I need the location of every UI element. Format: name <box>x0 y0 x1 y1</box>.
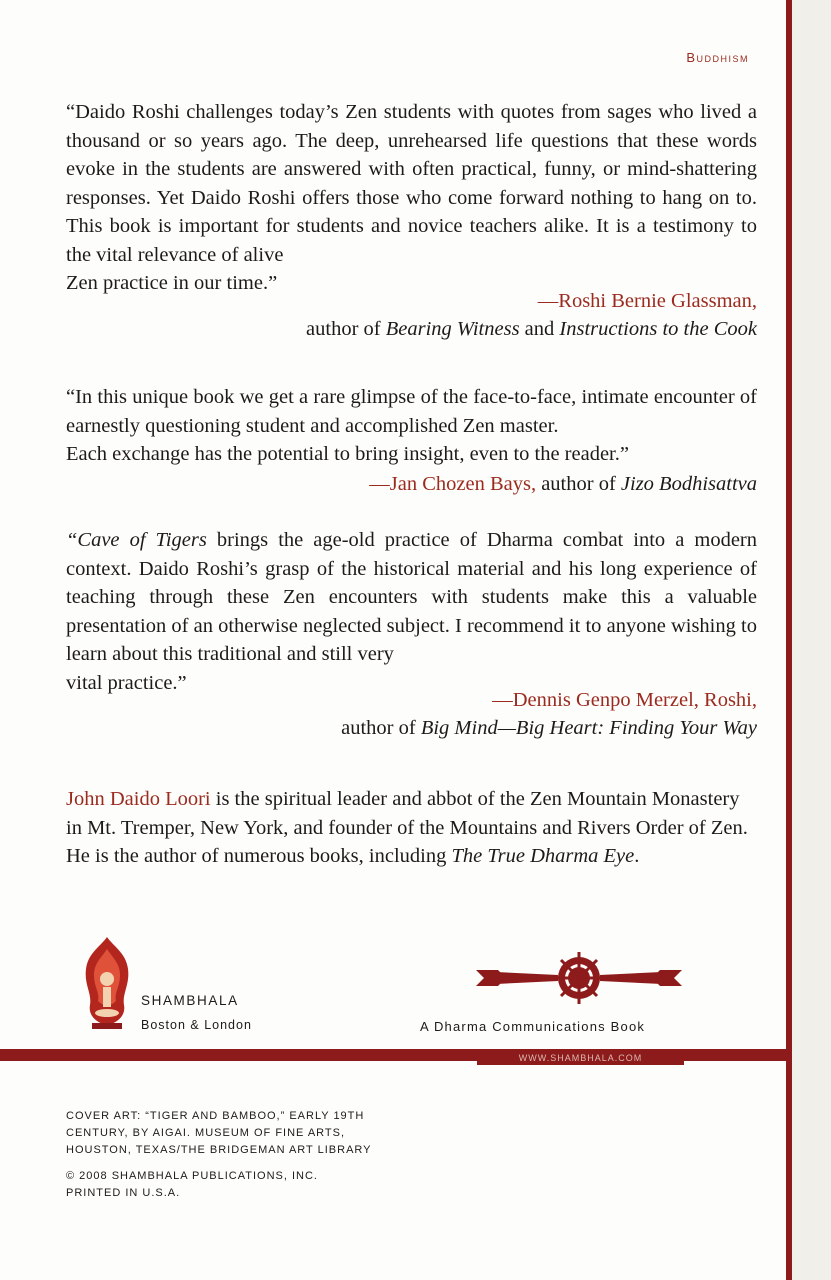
cover-art-line-3: HOUSTON, TEXAS/THE BRIDGEMAN ART LIBRARY <box>66 1144 372 1156</box>
quote-3-body <box>66 526 757 669</box>
cover-art-credit <box>66 1108 372 1159</box>
author-bio-end: . <box>634 845 640 867</box>
quote-3-title: “Cave of Tigers <box>66 529 207 551</box>
quote-2-text <box>66 383 757 469</box>
quote-3-author: —Dennis Genpo Merzel, Roshi, <box>492 689 757 711</box>
shambhala-logo-icon <box>80 935 134 1035</box>
quote-3-book: Big Mind—Big Heart: Finding Your Way <box>420 717 757 739</box>
quote-2-last-line: Each exchange has the potential to bring insight, even to the reader.” <box>66 443 629 465</box>
quote-3-text <box>66 526 757 697</box>
cover-art-line-1: COVER ART: “TIGER AND BAMBOO,” EARLY 19TH <box>66 1110 365 1122</box>
quote-2-credit-prefix: author of <box>536 473 621 495</box>
quote-1-body: “Daido Roshi challenges today’s Zen students with quotes from sages who lived a thousand or so years ago. The deep, unrehearsed life questions that these words evoke in the students are answered with often practical, funny, or mind-shattering responses. Yet Daido Roshi offers those who come forward nothing to hang on to. This book is important for students and novice teachers alike. It is a testimony to the vital relevance of alive <box>66 101 757 266</box>
quote-2-author: —Jan Chozen Bays, <box>369 473 537 495</box>
quote-1-credit <box>306 315 757 343</box>
spine-edge <box>792 0 831 1280</box>
category-label: Buddhism <box>686 50 749 65</box>
website-url: WWW.SHAMBHALA.COM <box>477 1049 684 1065</box>
author-bio <box>66 785 757 871</box>
dharma-wheel-icon <box>476 950 682 1006</box>
quote-3-credit <box>341 714 757 742</box>
cover-art-line-2: CENTURY, BY AIGAI. MUSEUM OF FINE ARTS, <box>66 1127 346 1139</box>
quote-1-joiner: and <box>519 318 560 340</box>
copyright-line-2: PRINTED IN U.S.A. <box>66 1187 181 1199</box>
quote-1-author: —Roshi Bernie Glassman, <box>537 290 757 312</box>
quote-1-credit-prefix: author of <box>306 318 386 340</box>
quote-1-text <box>66 98 757 298</box>
quote-3-body-text: brings the age-old practice of Dharma combat into a modern context. Daido Roshi’s grasp of the historical material and his long experience of teaching through these Zen encounters with students make this a valuable presentation of an otherwise neglected subject. I recommend it to anyone wishing to learn about this traditional and still very <box>66 529 757 665</box>
quote-3-attribution <box>341 686 757 742</box>
author-bio-book: The True Dharma Eye <box>451 845 635 867</box>
dharma-communications-label: A Dharma Communications Book <box>420 1019 646 1034</box>
quote-3-credit-prefix: author of <box>341 717 421 739</box>
copyright-notice <box>66 1168 318 1202</box>
publisher-name: SHAMBHALA <box>141 993 239 1008</box>
quote-3-last-line: vital practice.” <box>66 671 187 694</box>
quote-1-attribution <box>306 287 757 343</box>
quote-2-attribution <box>369 470 757 498</box>
quote-2-body: “In this unique book we get a rare glimpse of the face-to-face, intimate encounter of earnestly questioning student and accomplished Zen master. <box>66 386 757 437</box>
author-name: John Daido Loori <box>66 788 211 810</box>
quote-2-book: Jizo Bodhisattva <box>620 473 757 495</box>
quote-1-last-line: Zen practice in our time.” <box>66 272 278 294</box>
quote-1-book-1: Bearing Witness <box>385 318 520 340</box>
author-bio-text: is the spiritual leader and abbot of the Zen Mountain Monastery in Mt. Tremper, New York, and founder of the Mountains and Rivers Order of Zen. He is the author of numerous books, including <box>66 788 748 867</box>
publisher-city: Boston & London <box>141 1018 252 1032</box>
quote-1-book-2: Instructions to the Cook <box>559 318 757 340</box>
copyright-line-1: © 2008 SHAMBHALA PUBLICATIONS, INC. <box>66 1170 318 1182</box>
